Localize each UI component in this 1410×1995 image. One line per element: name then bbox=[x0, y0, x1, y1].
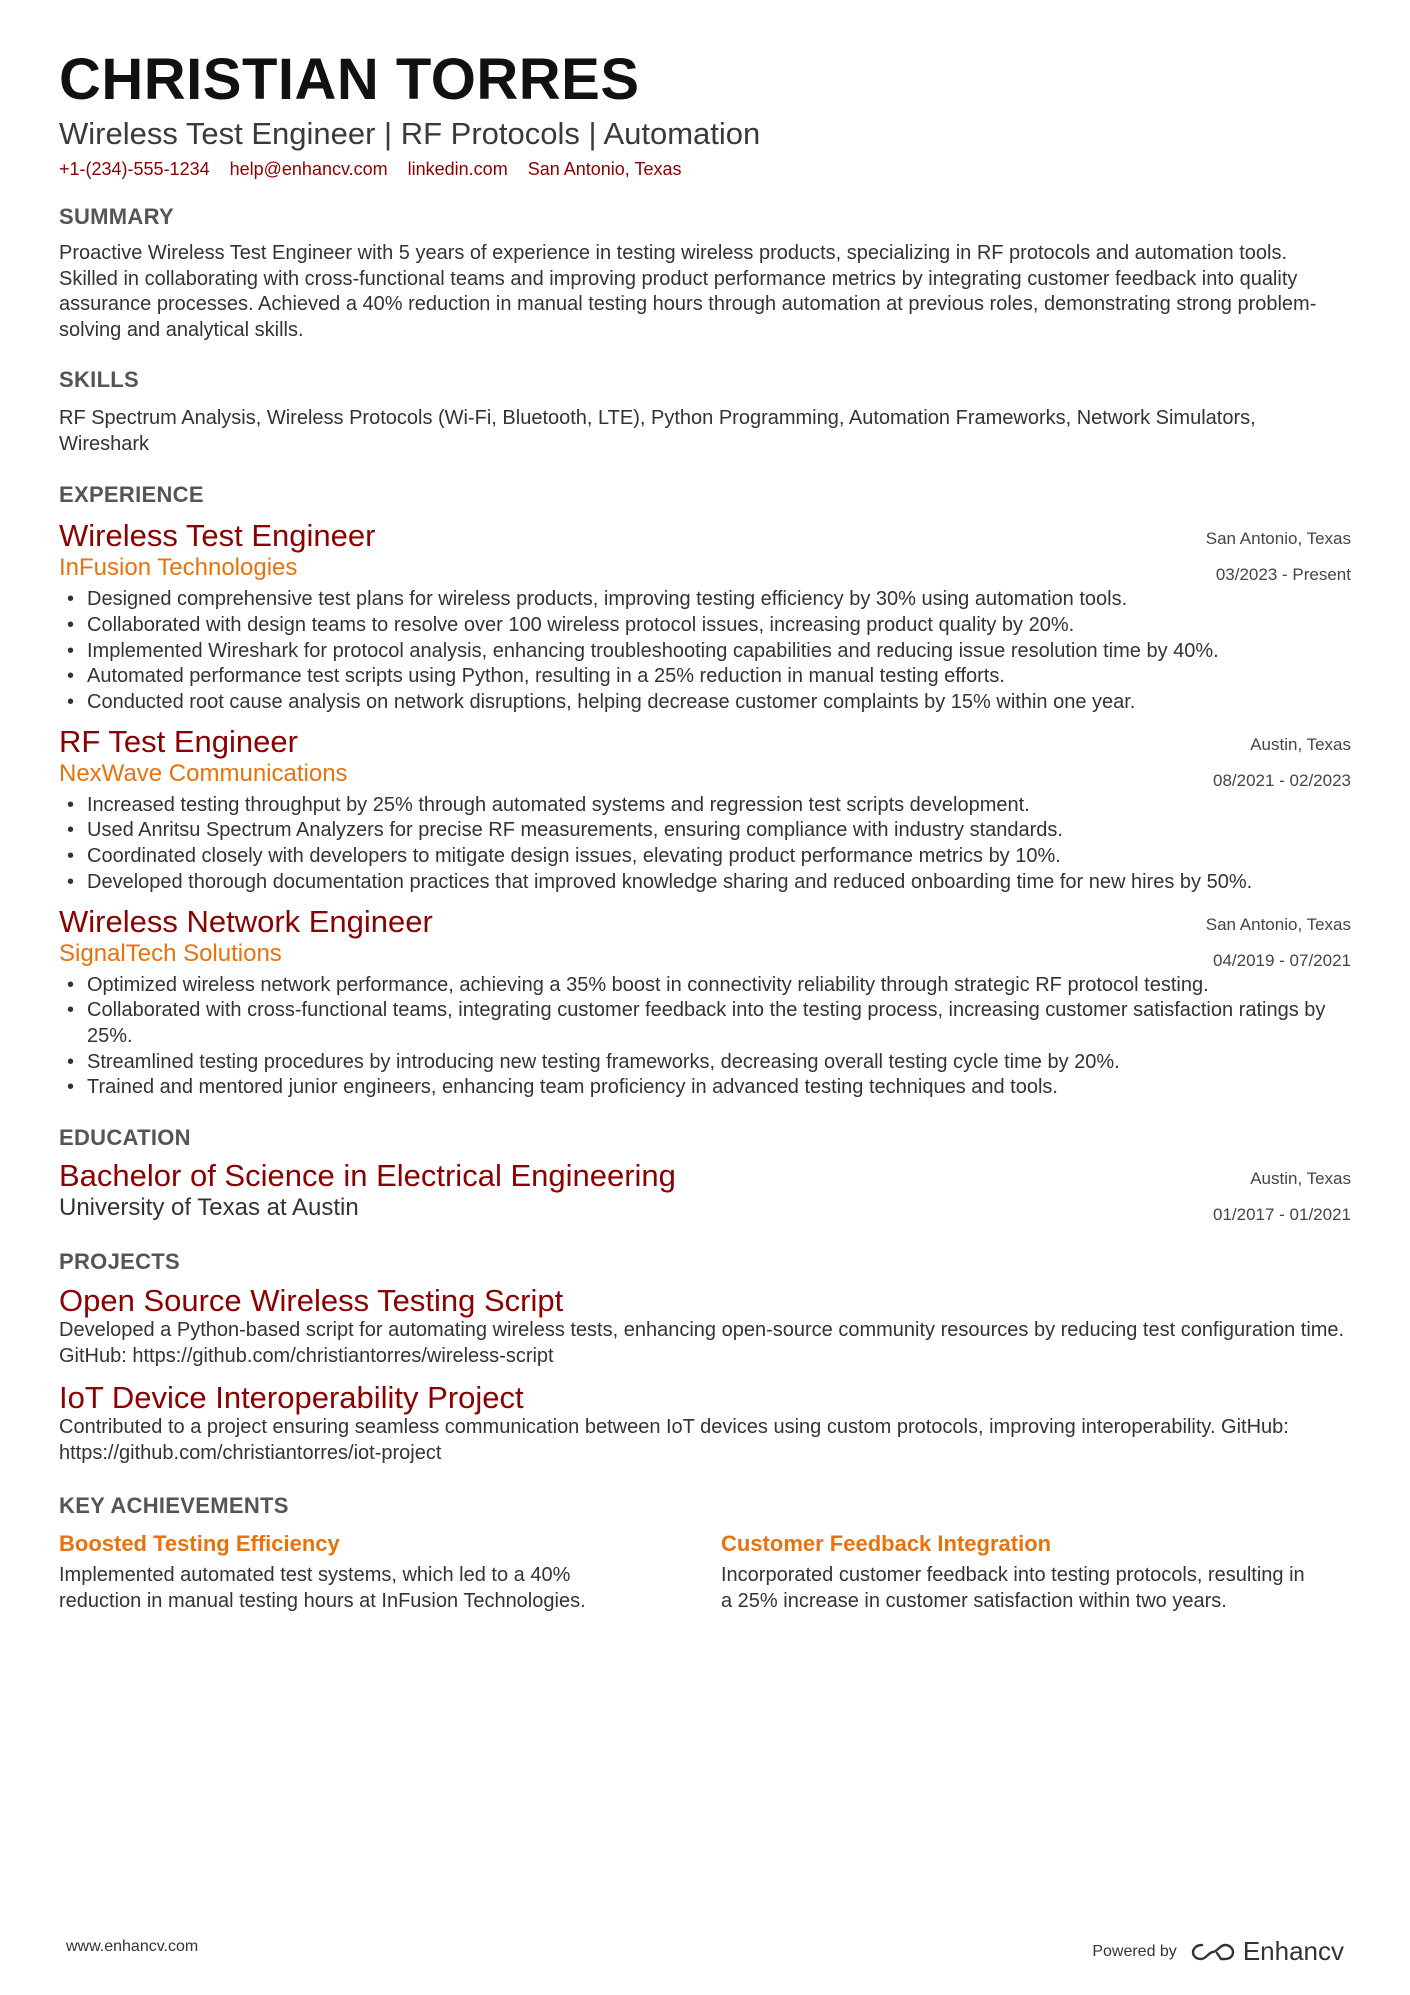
degree-title: Bachelor of Science in Electrical Engineering bbox=[59, 1158, 676, 1194]
job-dates: 04/2019 - 07/2021 bbox=[1212, 950, 1351, 970]
bullet-item: • Streamlined testing procedures by introducing new testing frameworks, decreasing overall testing cycle time by 20%. bbox=[59, 1050, 1351, 1076]
job-dates: 03/2023 - Present bbox=[1215, 565, 1351, 585]
experience-entry bbox=[59, 519, 1351, 716]
bullet-item: • Used Anritsu Spectrum Analyzers for precise RF measurements, ensuring compliance with industry standards. bbox=[59, 818, 1351, 844]
bullet-item: • Collaborated with cross-functional teams, integrating customer feedback into the testing process, increasing customer satisfaction ratings by 25%. bbox=[59, 998, 1351, 1049]
contact-location: San Antonio, Texas bbox=[527, 159, 682, 179]
experience-entry bbox=[59, 905, 1351, 1102]
experience-entry bbox=[59, 725, 1351, 896]
summary-text: Proactive Wireless Test Engineer with 5 years of experience in testing wireless products, specializing in RF protocols and automation tools. Skilled in collaborating with cross-functional teams and improving product performance metrics by integrating customer feedback into quality assurance processes. Achieved a 40% reduction in manual testing hours through automation at previous roles, demonstrating strong problem-solving and analytical skills. bbox=[59, 242, 1317, 342]
company-name: NexWave Communications bbox=[59, 759, 348, 787]
school-name: University of Texas at Austin bbox=[59, 1194, 359, 1222]
enhancv-brand[interactable] bbox=[1191, 1936, 1344, 1967]
project-entry bbox=[59, 1381, 1351, 1466]
powered-by-label: Powered by bbox=[1092, 1942, 1177, 1960]
achievement-description: Incorporated customer feedback into testing protocols, resulting in a 25% increase in customer satisfaction within two years. bbox=[721, 1563, 1305, 1612]
resume-header bbox=[59, 48, 1351, 182]
bullet-item: • Designed comprehensive test plans for wireless products, improving testing efficiency by 30% using automation tools. bbox=[59, 587, 1351, 613]
job-location: Austin, Texas bbox=[1250, 734, 1351, 754]
job-title: Wireless Test Engineer bbox=[59, 518, 376, 554]
education-entry bbox=[59, 1159, 1351, 1223]
section-title-education: EDUCATION bbox=[59, 1125, 191, 1151]
company-name: SignalTech Solutions bbox=[59, 939, 282, 967]
bullet-item: • Trained and mentored junior engineers, enhancing team proficiency in advanced testing techniques and tools. bbox=[59, 1075, 1351, 1101]
projects-section bbox=[59, 1247, 1351, 1467]
job-bullets bbox=[59, 587, 1351, 716]
candidate-name: CHRISTIAN TORRES bbox=[59, 47, 640, 112]
page-footer bbox=[0, 1936, 1410, 1966]
job-location: San Antonio, Texas bbox=[1205, 914, 1351, 934]
company-name: InFusion Technologies bbox=[59, 554, 298, 582]
achievements-grid bbox=[59, 1529, 1351, 1614]
education-dates: 01/2017 - 01/2021 bbox=[1212, 1205, 1351, 1225]
project-entry bbox=[59, 1284, 1351, 1369]
achievement-item bbox=[59, 1529, 651, 1614]
candidate-headline: Wireless Test Engineer | RF Protocols | Automation bbox=[59, 116, 761, 151]
bullet-item: • Automated performance test scripts using Python, resulting in a 25% reduction in manual testing efforts. bbox=[59, 664, 1351, 690]
contact-email[interactable]: help@enhancv.com bbox=[229, 159, 388, 179]
section-title-summary: SUMMARY bbox=[59, 204, 174, 229]
job-bullets bbox=[59, 793, 1351, 896]
achievements-section bbox=[59, 1491, 1351, 1614]
bullet-item: • Collaborated with design teams to resolve over 100 wireless protocol issues, increasing product quality by 20%. bbox=[59, 613, 1351, 639]
achievement-title: Customer Feedback Integration bbox=[721, 1530, 1052, 1556]
project-title: Open Source Wireless Testing Script bbox=[59, 1283, 564, 1319]
job-meta bbox=[1213, 727, 1351, 799]
section-title-skills: SKILLS bbox=[59, 366, 140, 392]
education-location: Austin, Texas bbox=[1250, 1169, 1351, 1189]
job-location: San Antonio, Texas bbox=[1205, 529, 1351, 549]
section-title-achievements: KEY ACHIEVEMENTS bbox=[59, 1492, 289, 1518]
job-title: Wireless Network Engineer bbox=[59, 903, 433, 939]
section-title-experience: EXPERIENCE bbox=[59, 482, 204, 508]
achievement-item bbox=[721, 1529, 1313, 1614]
project-description: Developed a Python-based script for automating wireless tests, enhancing open-source community resources by reducing test configuration time. GitHub: https://github.com/christiantorres/wireless-script bbox=[59, 1319, 1345, 1367]
contact-row bbox=[59, 156, 1351, 182]
skills-text: RF Spectrum Analysis, Wireless Protocols (Wi-Fi, Bluetooth, LTE), Python Programming, Automation Frameworks, Network Simulators, Wireshark bbox=[59, 406, 1256, 455]
project-description: Contributed to a project ensuring seamless communication between IoT devices using custom protocols, improving interoperability. GitHub: https://github.com/christiantorres/iot-project bbox=[59, 1416, 1289, 1465]
bullet-item: • Developed thorough documentation practices that improved knowledge sharing and reduced onboarding time for new hires by 50%. bbox=[59, 870, 1351, 896]
job-meta bbox=[1206, 521, 1351, 593]
bullet-item: • Coordinated closely with developers to mitigate design issues, elevating product performance metrics by 10%. bbox=[59, 844, 1351, 870]
experience-section bbox=[59, 480, 1351, 1101]
footer-url[interactable]: www.enhancv.com bbox=[66, 1938, 199, 1955]
brand-name: Enhancv bbox=[1242, 1936, 1344, 1966]
bullet-item: • Conducted root cause analysis on network disruptions, helping decrease customer complaints by 15% within one year. bbox=[59, 690, 1351, 716]
education-meta bbox=[1213, 1161, 1351, 1233]
bullet-item: • Implemented Wireshark for protocol analysis, enhancing troubleshooting capabilities and reducing issue resolution time by 40%. bbox=[59, 639, 1351, 665]
job-bullets bbox=[59, 973, 1351, 1102]
skills-section bbox=[59, 365, 1351, 457]
bullet-item: • Optimized wireless network performance, achieving a 35% boost in connectivity reliability through strategic RF protocol testing. bbox=[59, 973, 1351, 999]
section-title-projects: PROJECTS bbox=[59, 1249, 180, 1275]
job-meta bbox=[1206, 907, 1351, 979]
project-title: IoT Device Interoperability Project bbox=[59, 1380, 524, 1416]
contact-linkedin[interactable]: linkedin.com bbox=[407, 159, 508, 179]
job-dates: 08/2021 - 02/2023 bbox=[1212, 770, 1351, 790]
achievement-title: Boosted Testing Efficiency bbox=[59, 1530, 340, 1556]
education-section bbox=[59, 1123, 1351, 1223]
contact-phone[interactable]: +1-(234)-555-1234 bbox=[59, 159, 210, 179]
footer-branding bbox=[1092, 1936, 1344, 1967]
job-title: RF Test Engineer bbox=[59, 723, 298, 759]
summary-section bbox=[59, 202, 1351, 344]
achievement-description: Implemented automated test systems, which led to a 40% reduction in manual testing hours at InFusion Technologies. bbox=[59, 1563, 586, 1612]
enhancv-logo-icon bbox=[1191, 1941, 1235, 1963]
bullet-item: • Increased testing throughput by 25% through automated systems and regression test scripts development. bbox=[59, 793, 1351, 819]
